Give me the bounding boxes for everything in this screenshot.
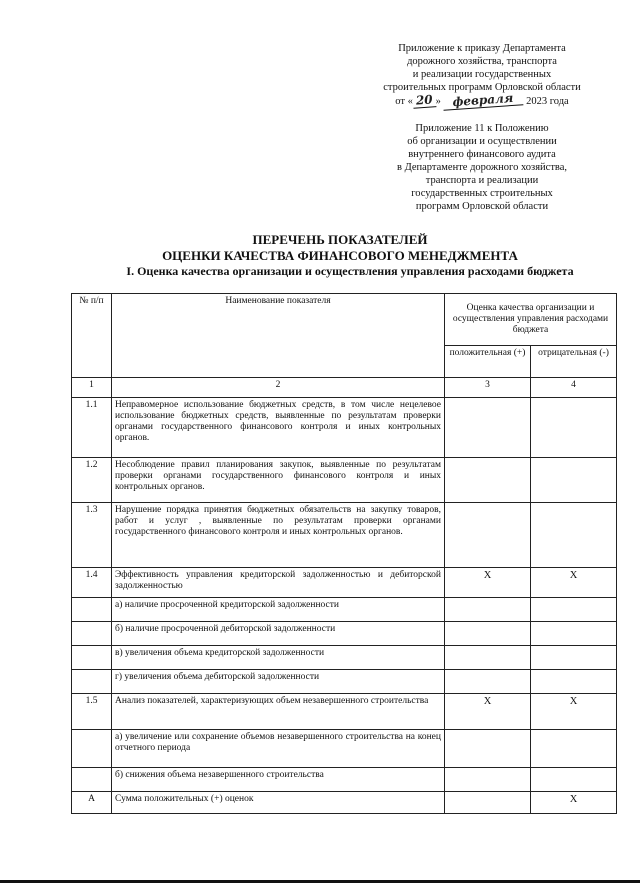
approval-line-2: дорожного хозяйства, транспорта <box>407 56 557 67</box>
row-negative <box>531 768 617 792</box>
row-negative: Х <box>531 694 617 730</box>
row-num <box>72 768 112 792</box>
row-num <box>72 598 112 622</box>
annex-line-5: транспорта и реализации <box>425 175 539 186</box>
row-positive <box>445 622 531 646</box>
row-num: А <box>72 792 112 814</box>
row-num <box>72 730 112 768</box>
row-name: а) увеличение или сохранение объемов незавершенного строительства на конец отчетного периода <box>112 730 445 768</box>
row-num <box>72 646 112 670</box>
table-row <box>72 622 617 646</box>
row-num: 1.1 <box>72 398 112 458</box>
row-negative <box>531 458 617 503</box>
date-mid: » <box>435 96 441 107</box>
row-name: б) наличие просроченной дебиторской задолженности <box>112 622 445 646</box>
row-name: а) наличие просроченной кредиторской задолженности <box>112 598 445 622</box>
row-num: 1.4 <box>72 568 112 598</box>
section-heading: I. Оценка качества организации и осуществления управления расходами бюджета <box>126 264 574 278</box>
index-row <box>72 378 617 398</box>
annex-line-4: в Департаменте дорожного хозяйства, <box>396 162 568 173</box>
date-day-handwritten: 20 <box>412 93 436 109</box>
index-cell: 3 <box>445 378 531 398</box>
approval-block <box>372 42 592 108</box>
row-positive <box>445 458 531 503</box>
row-negative <box>531 398 617 458</box>
row-positive <box>445 768 531 792</box>
table-row <box>72 670 617 694</box>
row-name: Несоблюдение правил планирования закупок, выявленные по результатам проверки органами государственного финансового контроля и иных контрольных органов. <box>112 458 445 503</box>
row-name: г) увеличения объема дебиторской задолженности <box>112 670 445 694</box>
date-prefix: от « <box>395 96 413 107</box>
table-row <box>72 694 617 730</box>
row-num <box>72 670 112 694</box>
table-row <box>72 458 617 503</box>
row-positive <box>445 503 531 568</box>
table-row <box>72 503 617 568</box>
table-row <box>72 646 617 670</box>
row-negative: Х <box>531 568 617 598</box>
row-num: 1.2 <box>72 458 112 503</box>
indicators-table <box>71 293 617 814</box>
header-assessment: Оценка качества организации и осуществления управления расходами бюджета <box>445 294 617 346</box>
row-positive <box>445 670 531 694</box>
table-row <box>72 768 617 792</box>
index-cell: 2 <box>112 378 445 398</box>
annex-line-1: Приложение 11 к Положению <box>415 123 549 134</box>
row-positive <box>445 398 531 458</box>
row-name: Неправомерное использование бюджетных средств, в том числе нецелевое использование бюджетных средств, выявленные по результатам проверки органами государственного финансового контроля и иных контрольных органов. <box>112 398 445 458</box>
annex-line-7: программ Орловской области <box>415 201 549 212</box>
approval-line-4: строительных программ Орловской области <box>383 82 581 93</box>
index-cell: 1 <box>72 378 112 398</box>
row-num: 1.3 <box>72 503 112 568</box>
date-suffix: 2023 года <box>526 96 569 107</box>
row-name: Эффективность управления кредиторской задолженностью и дебиторской задолженностью <box>112 568 445 598</box>
header-negative: отрицательная (-) <box>531 346 617 378</box>
row-name: в) увеличения объема кредиторской задолженности <box>112 646 445 670</box>
row-positive <box>445 792 531 814</box>
date-month-handwritten: февраля <box>443 91 524 111</box>
approval-date <box>372 90 592 110</box>
row-negative <box>531 622 617 646</box>
row-negative <box>531 503 617 568</box>
annex-block <box>372 122 592 213</box>
row-positive: Х <box>445 568 531 598</box>
table-row <box>72 398 617 458</box>
annex-line-3: внутреннего финансового аудита <box>408 149 556 160</box>
table-row <box>72 598 617 622</box>
document-subtitle: ОЦЕНКИ КАЧЕСТВА ФИНАНСОВОГО МЕНЕДЖМЕНТА <box>162 248 518 263</box>
row-positive: Х <box>445 694 531 730</box>
approval-line-3: и реализации государственных <box>412 69 552 80</box>
row-name: б) снижения объема незавершенного строительства <box>112 768 445 792</box>
row-name: Нарушение порядка принятия бюджетных обязательств на закупку товаров, работ и услуг , выявленные по результатам проверки органами государственного финансового контроля и иных контрольных органов. <box>112 503 445 568</box>
row-num: 1.5 <box>72 694 112 730</box>
approval-line-1: Приложение к приказу Департамента <box>398 43 566 54</box>
row-positive <box>445 730 531 768</box>
row-positive <box>445 646 531 670</box>
table-row <box>72 792 617 814</box>
row-negative <box>531 730 617 768</box>
row-num <box>72 622 112 646</box>
header-num: № п/п <box>72 294 112 378</box>
annex-line-2: об организации и осуществлении <box>407 136 557 147</box>
row-name: Сумма положительных (+) оценок <box>112 792 445 814</box>
annex-line-6: государственных строительных <box>411 188 553 199</box>
table-row <box>72 730 617 768</box>
row-name: Анализ показателей, характеризующих объем незавершенного строительства <box>112 694 445 730</box>
row-negative <box>531 598 617 622</box>
header-name: Наименование показателя <box>112 294 445 378</box>
index-cell: 4 <box>531 378 617 398</box>
row-positive <box>445 598 531 622</box>
header-row <box>72 294 617 346</box>
table-row <box>72 568 617 598</box>
row-negative <box>531 646 617 670</box>
row-negative <box>531 670 617 694</box>
header-positive: положительная (+) <box>445 346 531 378</box>
row-negative: Х <box>531 792 617 814</box>
page-bottom-rule <box>0 880 640 883</box>
document-title: ПЕРЕЧЕНЬ ПОКАЗАТЕЛЕЙ <box>252 232 428 247</box>
